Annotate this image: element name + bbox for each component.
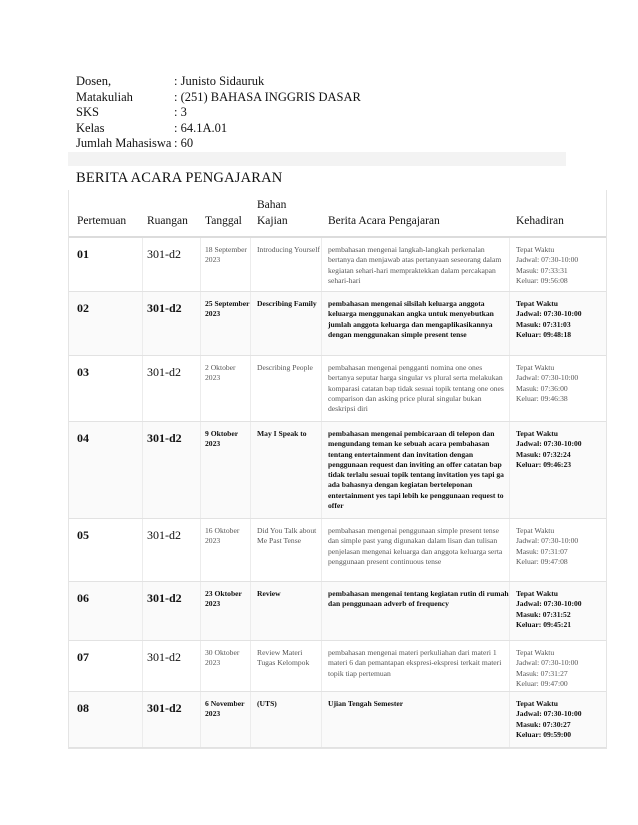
attendance-jadwal: Jadwal: 07:30-10:00 xyxy=(516,658,579,668)
cell-berita-acara: pembahasan mengenai langkah-langkah perkenalan bertanya dan menjawab atas pertanyaan seseorang dalam kegiatan sehari-hari mempraktekkan dalam percakapan sehari-hari xyxy=(322,238,510,291)
info-label: SKS xyxy=(76,105,99,119)
table-body xyxy=(69,238,606,748)
cell-berita-acara: pembahasan mengenai tentang kegiatan rutin di rumah dan penggunaan adverb of frequency xyxy=(322,582,510,640)
cell-kehadiran xyxy=(510,641,606,691)
cell-kehadiran xyxy=(510,292,606,355)
info-label: Matakuliah xyxy=(76,89,133,104)
cell-pertemuan: 04 xyxy=(69,422,143,518)
cell-pertemuan: 08 xyxy=(69,692,143,747)
attendance-masuk: Masuk: 07:36:00 xyxy=(516,383,568,393)
cell-kehadiran xyxy=(510,238,606,291)
attendance-jadwal: Jadwal: 07:30-10:00 xyxy=(516,599,582,609)
teaching-record-table xyxy=(68,190,607,749)
cell-tanggal: 25 September 2023 xyxy=(201,292,251,355)
info-value: : 60 xyxy=(174,136,194,150)
cell-ruangan: 301-d2 xyxy=(143,238,201,291)
cell-berita-acara: pembahasan mengenai silsilah keluarga anggota keluarga menggunakan angka untuk menyebutkan jumlah anggota keluarga dan mengaplikasikannya dengan menggunakan simple present tense xyxy=(322,292,510,355)
cell-berita-acara: pembahasan mengenai pembicaraan di telepon dan mengundang teman ke sebuah acara pembahasan tentang entertainment dan invitation dengan penggunaan request dan inviting an offer catatan bap tidak terlalu sesuai topik tentang invitation yes tapi ga ada bahasnya dengan kegiatan berteleponan entertainment yes tapi lebih ke penggunaan request to offer xyxy=(322,422,510,518)
table-row xyxy=(69,519,606,582)
header-berita: Berita Acara Pengajaran xyxy=(328,215,440,227)
cell-pertemuan: 07 xyxy=(69,641,143,691)
cell-ruangan: 301-d2 xyxy=(143,356,201,421)
cell-pertemuan: 01 xyxy=(69,238,143,291)
info-row-sks xyxy=(76,105,361,121)
divider-band xyxy=(68,152,566,166)
attendance-keluar: Keluar: 09:47:08 xyxy=(516,556,568,566)
attendance-status: Tepat Waktu xyxy=(516,299,558,308)
info-value: : (251) BAHASA INGGRIS DASAR xyxy=(174,89,361,104)
cell-tanggal: 18 September 2023 xyxy=(201,238,251,291)
cell-kehadiran xyxy=(510,356,606,421)
table-row xyxy=(69,692,606,748)
table-header xyxy=(69,190,606,238)
cell-ruangan: 301-d2 xyxy=(143,422,201,518)
info-row-jumlah xyxy=(76,136,361,152)
cell-ruangan: 301-d2 xyxy=(143,519,201,581)
table-row xyxy=(69,356,606,422)
attendance-jadwal: Jadwal: 07:30-10:00 xyxy=(516,709,582,719)
cell-ruangan: 301-d2 xyxy=(143,692,201,747)
table-row xyxy=(69,422,606,519)
cell-bahan-kajian: Review xyxy=(251,582,322,640)
cell-tanggal: 9 Oktober 2023 xyxy=(201,422,251,518)
cell-kehadiran xyxy=(510,422,606,518)
attendance-masuk: Masuk: 07:31:52 xyxy=(516,609,571,619)
header-tanggal: Tanggal xyxy=(205,215,242,227)
attendance-status: Tepat Waktu xyxy=(516,429,558,438)
cell-bahan-kajian: Introducing Yourself xyxy=(251,238,322,291)
cell-tanggal: 23 Oktober 2023 xyxy=(201,582,251,640)
cell-kehadiran xyxy=(510,519,606,581)
cell-pertemuan: 05 xyxy=(69,519,143,581)
cell-berita-acara: pembahasan mengenai materi perkuliahan dari materi 1 materi 6 dan pemantapan ekspresi-ekspresi terkait materi topik tiap pertemuan xyxy=(322,641,510,691)
cell-tanggal: 30 Oktober 2023 xyxy=(201,641,251,691)
attendance-keluar: Keluar: 09:47:00 xyxy=(516,678,568,688)
cell-bahan-kajian: Review Materi Tugas Kelompok xyxy=(251,641,322,691)
attendance-status: Tepat Waktu xyxy=(516,245,555,254)
page-title: BERITA ACARA PENGAJARAN xyxy=(76,170,283,186)
cell-berita-acara: pembahasan mengenai pengganti nomina one ones bertanya seputar harga singular vs plural serta melakukan komparasi catatan bap tidak sesuai topik tentang one ones comparison dan asking price plural singular bukan deskripsi diri xyxy=(322,356,510,421)
info-row-matakuliah xyxy=(76,90,361,106)
attendance-keluar: Keluar: 09:48:18 xyxy=(516,329,572,339)
attendance-status: Tepat Waktu xyxy=(516,363,555,372)
attendance-jadwal: Jadwal: 07:30-10:00 xyxy=(516,309,582,319)
attendance-keluar: Keluar: 09:46:38 xyxy=(516,393,568,403)
header-bahan-kajian xyxy=(251,190,322,236)
attendance-masuk: Masuk: 07:31:07 xyxy=(516,546,568,556)
cell-pertemuan: 06 xyxy=(69,582,143,640)
attendance-status: Tepat Waktu xyxy=(516,526,555,535)
cell-pertemuan: 03 xyxy=(69,356,143,421)
cell-berita-acara: Ujian Tengah Semester xyxy=(322,692,510,747)
header-pertemuan: Pertemuan xyxy=(77,215,127,227)
table-row xyxy=(69,238,606,292)
cell-bahan-kajian: May I Speak to xyxy=(251,422,322,518)
header-bahan-line1: Bahan xyxy=(257,199,287,211)
cell-bahan-kajian: Describing Family xyxy=(251,292,322,355)
attendance-keluar: Keluar: 09:56:08 xyxy=(516,275,568,285)
info-value: : 64.1A.01 xyxy=(174,120,228,135)
info-value: : 3 xyxy=(174,105,187,119)
cell-tanggal: 16 Oktober 2023 xyxy=(201,519,251,581)
cell-bahan-kajian: Describing People xyxy=(251,356,322,421)
attendance-keluar: Keluar: 09:59:00 xyxy=(516,729,572,739)
attendance-masuk: Masuk: 07:31:03 xyxy=(516,319,571,329)
cell-ruangan: 301-d2 xyxy=(143,292,201,355)
cell-bahan-kajian: (UTS) xyxy=(251,692,322,747)
info-row-dosen xyxy=(76,74,361,90)
attendance-masuk: Masuk: 07:30:27 xyxy=(516,719,571,729)
table-row xyxy=(69,582,606,641)
attendance-masuk: Masuk: 07:33:31 xyxy=(516,265,568,275)
table-row xyxy=(69,292,606,356)
cell-bahan-kajian: Did You Talk about Me Past Tense xyxy=(251,519,322,581)
attendance-jadwal: Jadwal: 07:30-10:00 xyxy=(516,373,579,383)
info-label: Kelas xyxy=(76,120,105,135)
cell-ruangan: 301-d2 xyxy=(143,582,201,640)
attendance-masuk: Masuk: 07:32:24 xyxy=(516,449,571,459)
cell-tanggal: 2 Oktober 2023 xyxy=(201,356,251,421)
attendance-status: Tepat Waktu xyxy=(516,699,558,708)
cell-pertemuan: 02 xyxy=(69,292,143,355)
cell-ruangan: 301-d2 xyxy=(143,641,201,691)
attendance-keluar: Keluar: 09:46:23 xyxy=(516,459,572,469)
table-row xyxy=(69,641,606,692)
attendance-keluar: Keluar: 09:45:21 xyxy=(516,619,572,629)
header-kehadiran: Kehadiran xyxy=(516,215,564,227)
attendance-jadwal: Jadwal: 07:30-10:00 xyxy=(516,439,582,449)
attendance-masuk: Masuk: 07:31:27 xyxy=(516,668,568,678)
header-bahan-line2: Kajian xyxy=(257,215,288,227)
cell-kehadiran xyxy=(510,692,606,747)
info-label: Dosen, xyxy=(76,74,112,88)
attendance-jadwal: Jadwal: 07:30-10:00 xyxy=(516,536,579,546)
cell-kehadiran xyxy=(510,582,606,640)
cell-berita-acara: pembahasan mengenai penggunaan simple present tense dan simple past yang digunakan dalam lisan dan tulisan penjelasan mengenai keluarga dan anggota keluarga serta penggunaan present continuous tense xyxy=(322,519,510,581)
header-ruangan: Ruangan xyxy=(147,215,188,227)
course-info xyxy=(76,74,361,152)
info-row-kelas xyxy=(76,121,361,137)
info-label: Jumlah Mahasiswa xyxy=(76,136,172,150)
attendance-jadwal: Jadwal: 07:30-10:00 xyxy=(516,255,579,265)
attendance-status: Tepat Waktu xyxy=(516,648,555,657)
attendance-status: Tepat Waktu xyxy=(516,589,558,598)
info-value: : Junisto Sidauruk xyxy=(174,74,265,88)
cell-tanggal: 6 November 2023 xyxy=(201,692,251,747)
